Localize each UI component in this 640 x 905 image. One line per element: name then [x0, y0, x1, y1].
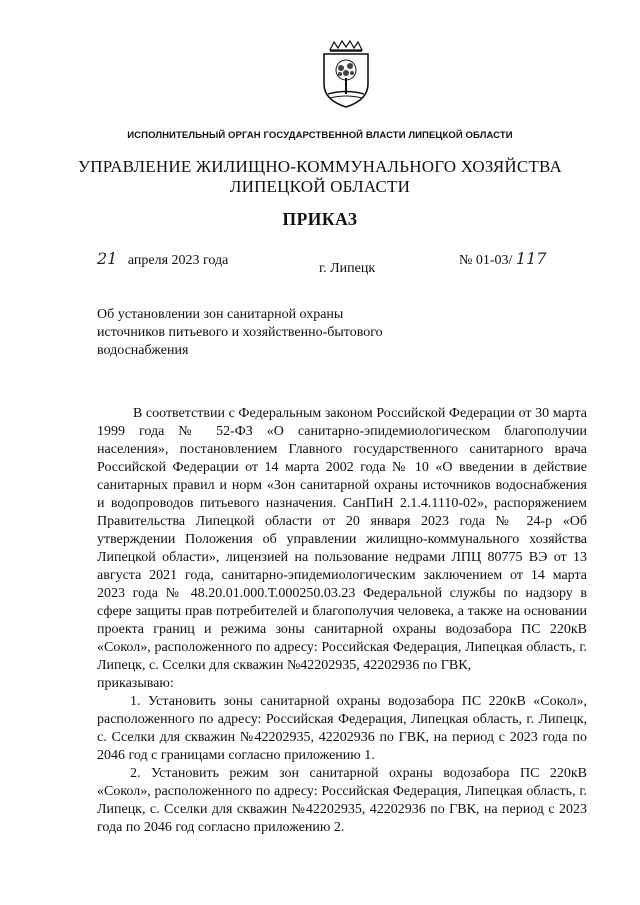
- order-number: [459, 249, 546, 269]
- order-date: [97, 249, 228, 269]
- subject-line1: Об установлении зон санитарной охраны: [97, 307, 344, 322]
- subject-line2: источников питьевого и хозяйственно-бытового: [97, 325, 383, 340]
- issuing-authority-line: ИСПОЛНИТЕЛЬНЫЙ ОРГАН ГОСУДАРСТВЕННОЙ ВЛАСТИ ЛИПЕЦКОЙ ОБЛАСТИ: [127, 130, 513, 141]
- handwritten-number: 117: [515, 249, 547, 268]
- order-number-prefix: № 01-03/: [459, 253, 513, 268]
- subject-line3: водоснабжения: [97, 343, 189, 358]
- order-subject: [97, 306, 397, 360]
- department-name-line1: УПРАВЛЕНИЕ ЖИЛИЩНО-КОММУНАЛЬНОГО ХОЗЯЙСТВА: [78, 157, 562, 176]
- coat-of-arms-emblem: [316, 40, 376, 110]
- preamble-paragraph: В соответствии с Федеральным законом Российской Федерации от 30 марта 1999 года № 52-ФЗ «О санитарно-эпидемиологическом благополучии населения», постановлением Главного государственного санитарного врача Российской Федерации от 14 марта 2002 года № 10 «О введении в действие санитарных правил и норм «Зон санитарной охраны источников водоснабжения и водопроводов питьевого назначения. СанПиН 2.1.4.1110-02», распоряжением Правительства Липецкой области от 20 января 2023 года № 24-р «Об утверждении Положения об управлении жилищно-коммунального хозяйства Липецкой области», лицензией на пользование недрами ЛПЦ 80775 ВЭ от 13 августа 2021 года, санитарно-эпидемиологическим заключением от 14 марта 2023 года № 48.20.01.000.Т.000250.03.23 Федеральной службы по надзору в сфере защиты прав потребителей и благополучия человека, а также на основании проекта границ и режима зоны санитарной охраны водозабора ПС 220кВ «Сокол», расположенного по адресу: Российская Федерация, Липецкая область, г. Липецк, с. Сселки для скважин №42202935, 42202936 по ГВК,: [97, 406, 587, 673]
- order-body: [97, 405, 587, 837]
- document-type-title: ПРИКАЗ: [282, 209, 358, 229]
- order-city: г. Липецк: [319, 261, 376, 276]
- date-month-year: апреля 2023 года: [127, 253, 229, 268]
- order-word: приказываю:: [97, 676, 174, 691]
- department-name-line2: ЛИПЕЦКОЙ ОБЛАСТИ: [229, 177, 411, 196]
- handwritten-day: 21: [97, 249, 118, 268]
- department-name: [0, 157, 640, 197]
- order-item-1: 1. Установить зоны санитарной охраны водозабора ПС 220кВ «Сокол», расположенного по адресу: Российская Федерация, Липецкая область, г. Липецк, с. Сселки для скважин №42202935, 42202936 по ГВК, на период с 2023 года по 2046 год с границами согласно приложению 1.: [97, 694, 587, 763]
- order-item-2: 2. Установить режим зон санитарной охраны водозабора ПС 220кВ «Сокол», расположенного по адресу: Российская Федерация, Липецкая область, г. Липецк, с. Сселки для скважин №42202935, 42202936 по ГВК, на период с 2023 года по 2046 год согласно приложению 2.: [97, 766, 587, 835]
